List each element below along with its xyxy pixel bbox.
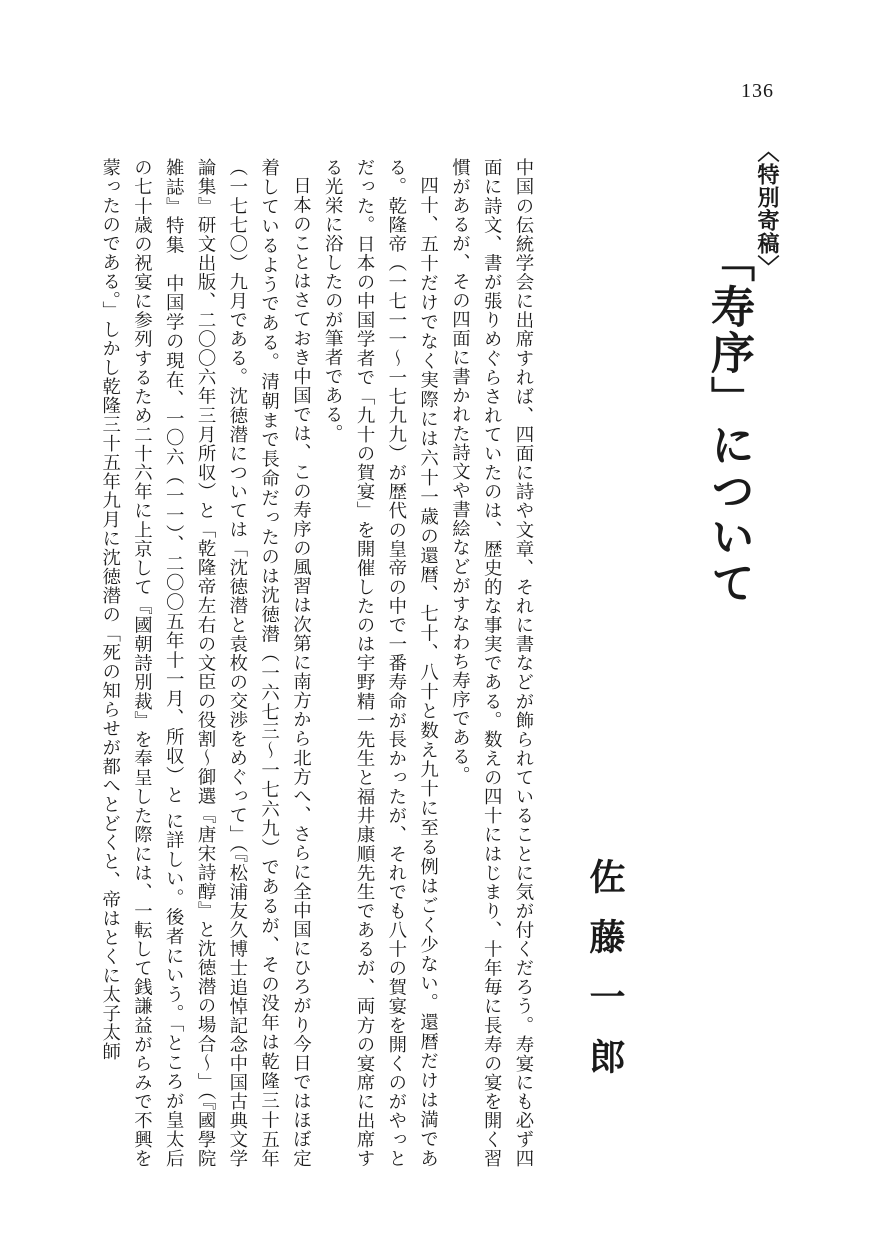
- body-paragraph-2: 四十、五十だけでなく実際には六十一歳の還暦、七十、八十と数え九十に至る例はごく少ない。還暦だけは満である。乾隆帝（一七一一～一七九九）が歴代の皇帝の中で一番寿命が長かったが、それでも八十の賀宴を開くのがやっとだった。日本の中国学者で「九十の賀宴」を開催したのは宇野精一先生と福井康順先生であるが、両方の宴席に出席する光栄に浴したのが筆者である。: [322, 158, 439, 1168]
- body-paragraph-1: 中国の伝統学会に出席すれば、四面に詩や文章、それに書などが飾られていることに気が付くだろう。寿宴にも必ず四面に詩文、書が張りめぐらされていたのは、歴史的な事実である。数えの四十にはじまり、十年毎に長寿の宴を開く習慣があるが、その四面に書かれた詩文や書絵などがすなわち寿序である。: [449, 158, 534, 1168]
- body-paragraph-3: 日本のことはさておき中国では、この寿序の風習は次第に南方から北方へ、さらに全中国にひろがり今日ではほぼ定着しているようである。清朝まで長命だったのは沈徳潜（一六七三～一七六九）であるが、その没年は乾隆三十五年（一七七〇）九月である。沈徳潜については「沈徳潜と袁枚の交渉をめぐって」（『松浦友久博士追悼記念中国古典文学論集』研文出版、二〇〇六年三月所収）と「乾隆帝左右の文臣の役割～御選『唐宋詩醇』と沈徳潜の場合～」（『國學院雑誌』特集 中国学の現在、一〇六（一一）、二〇〇五年十一月、所収）と に詳しい。後者にいう。「ところが皇太后の七十歳の祝宴に参列するため二十六年に上京して『國朝詩別裁』を奉呈した際には、一転して銭謙益がらみで不興を蒙ったのである。」しかし乾隆三十五年九月に沈徳潜の「死の知らせが都へとどくと、帝はとくに太子太師: [99, 158, 312, 1168]
- page-number: 136: [741, 80, 774, 102]
- section-label: 〈特別寄稿〉: [754, 140, 780, 278]
- author-name: 佐藤一郎: [584, 858, 626, 1098]
- article-body: [99, 158, 539, 1168]
- article-title: 「寿序」について: [703, 238, 754, 606]
